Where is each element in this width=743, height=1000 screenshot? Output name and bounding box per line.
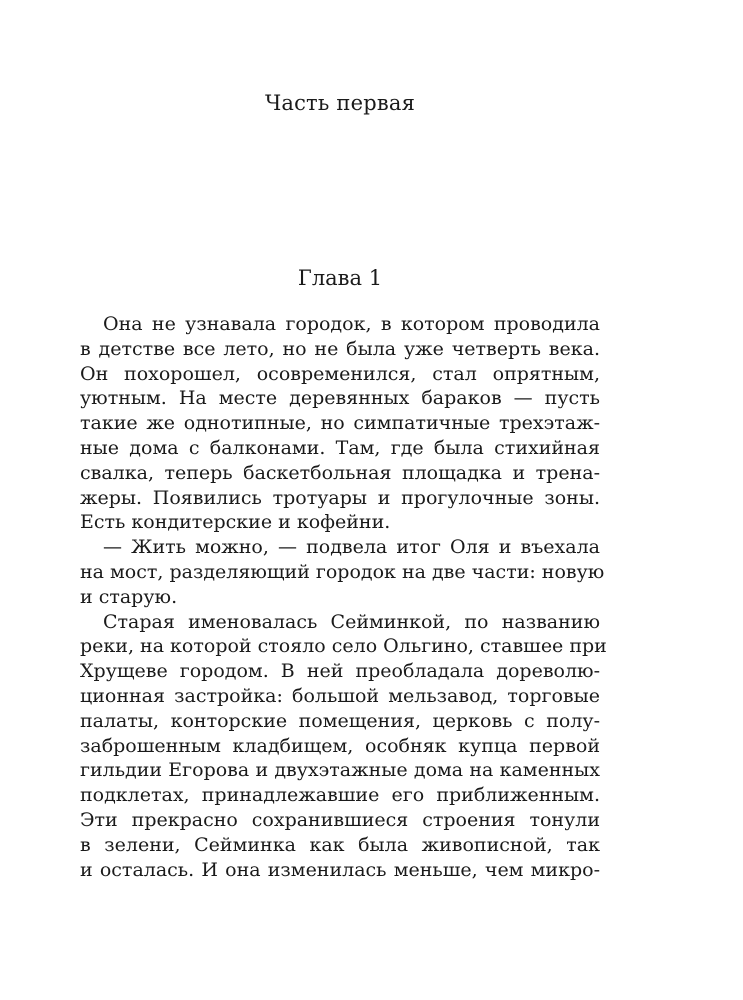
paragraph — [80, 312, 600, 535]
text-line: такие же однотипные, но симпатичные трехэтаж- — [80, 412, 600, 435]
text-line: — Жить можно, — подвела итог Оля и въехала — [103, 536, 600, 559]
text-line: ные дома с балконами. Там, где была стихийная — [80, 436, 600, 459]
text-line: и осталась. И она изменилась меньше, чем микро- — [80, 858, 600, 881]
text-line: Он похорошел, осовременился, стал опрятным, — [80, 362, 600, 385]
text-line: в детстве все лето, но не была уже четверть века. — [80, 337, 600, 360]
paragraph — [80, 535, 605, 609]
text-line: уютным. На месте деревянных бараков — пусть — [80, 387, 600, 410]
chapter-title: Глава 1 — [297, 266, 383, 290]
part-title: Часть первая — [264, 91, 416, 115]
text-line: в зелени, Сейминка как была живописной, так — [80, 833, 600, 856]
text-line: свалка, теперь баскетбольная площадка и трена- — [80, 461, 600, 484]
text-line: Старая именовалась Сейминкой, по названию — [103, 610, 600, 633]
text-line: на мост, разделяющий городок на две части: новую — [80, 560, 605, 583]
text-line: подклетах, принадлежавшие его приближенным. — [80, 784, 600, 807]
text-line: реки, на которой стояло село Ольгино, ставшее при — [80, 635, 607, 658]
body-text — [80, 312, 607, 882]
text-line: гильдии Егорова и двухэтажные дома на каменных — [80, 759, 600, 782]
text-line: и старую. — [80, 585, 178, 608]
text-line: жеры. Появились тротуары и прогулочные зоны. — [80, 486, 600, 509]
text-line: Есть кондитерские и кофейни. — [80, 511, 391, 534]
text-line: палаты, конторские помещения, церковь с полу- — [80, 709, 600, 732]
text-line: заброшенным кладбищем, особняк купца первой — [80, 734, 600, 757]
text-line: ционная застройка: большой мельзавод, торговые — [80, 684, 600, 707]
text-line: Хрущеве городом. В ней преобладала дореволю- — [80, 660, 600, 683]
text-line: Она не узнавала городок, в котором проводила — [103, 313, 600, 335]
text-line: Эти прекрасно сохранившиеся строения тонули — [80, 808, 600, 831]
paragraph — [80, 610, 607, 883]
